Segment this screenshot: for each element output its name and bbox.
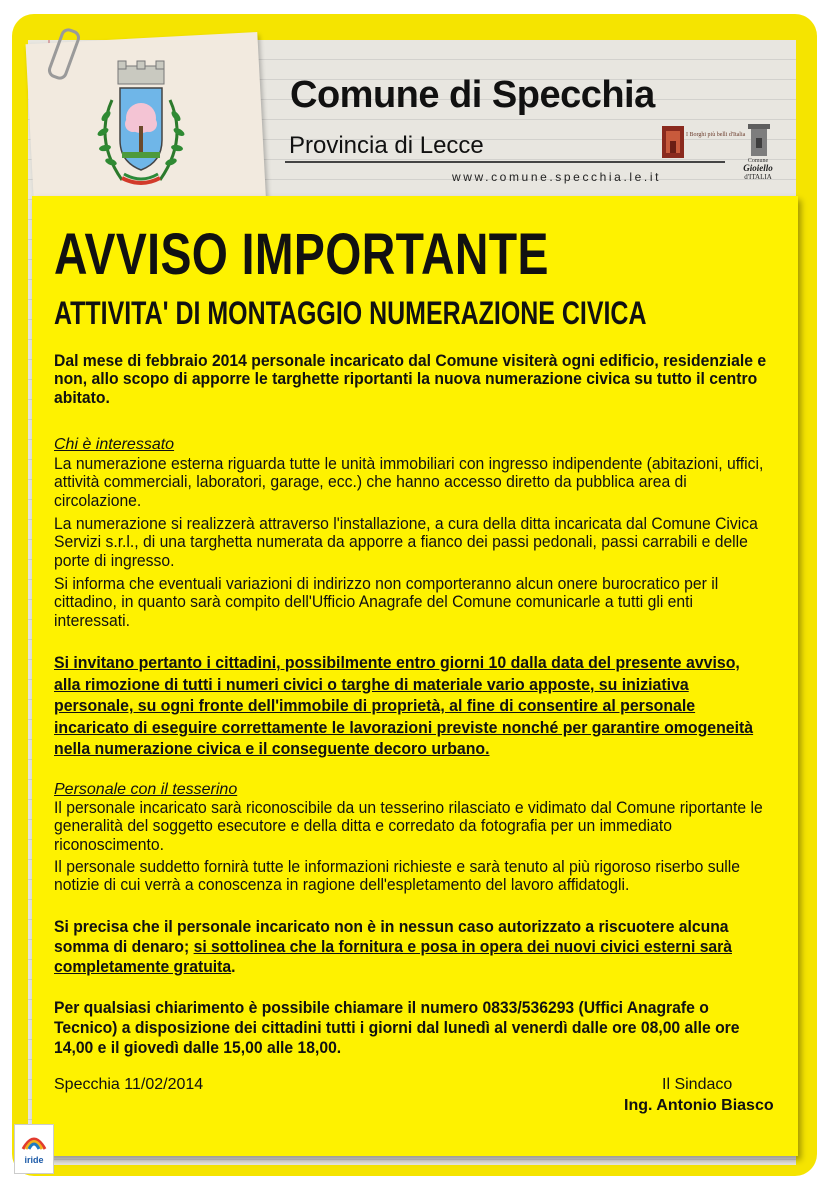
signer-name: Ing. Antonio Biasco bbox=[624, 1097, 774, 1114]
place-date: Specchia 11/02/2014 bbox=[54, 1076, 204, 1093]
notice-intro: Dal mese di febbraio 2014 personale incaricato dal Comune visiterà ogni edificio, residenziale e non, allo scopo di apporre le targhette riportanti la nuova numerazione civica su tutto il centro abitato. bbox=[54, 352, 767, 407]
gioiello-badge-line2: Gioiello bbox=[743, 163, 773, 173]
iride-logo bbox=[14, 1124, 54, 1174]
warning-end: . bbox=[231, 958, 236, 976]
section1-paragraph-1: La numerazione esterna riguarda tutte le unità immobiliari con ingresso indipendente (abitazioni, uffici, attività commerciali, laboratori, garage, ecc.) che hanno accesso diretto da pubblica area di circolazione. bbox=[54, 455, 764, 510]
borghi-badge-text: I Borghi più belli d'Italia bbox=[686, 132, 746, 138]
section1-paragraph-3: Si informa che eventuali variazioni di indirizzo non comporteranno alcun onere burocratico per il cittadino, in quanto sarà compito dell'Ufficio Anagrafe del Comune comunicarle a tutti gli enti interessati. bbox=[54, 575, 719, 630]
borghi-badge-icon bbox=[662, 126, 746, 158]
signer-role: Il Sindaco bbox=[662, 1076, 733, 1093]
section2-paragraph-1: Il personale incaricato sarà riconoscibile da un tesserino rilasciato e vidimato dal Comune riportante le generalità del soggetto esecutore e della ditta e corredato da fotografia per un immediato riconoscimento. bbox=[54, 799, 763, 854]
page-title: Comune di Specchia bbox=[290, 74, 655, 116]
header-divider bbox=[285, 161, 725, 163]
iride-logo-icon bbox=[15, 1125, 53, 1155]
warning-text: Si precisa che il personale incaricato non è in nessun caso autorizzato a riscuotere alcuna somma di denaro; bbox=[54, 918, 729, 956]
section2-paragraph-2: Il personale suddetto fornirà tutte le informazioni richieste e sarà tenuto al più rigoroso riserbo sulle notizie di cui verrà a conoscenza in ragione dell'espletamento del lavoro affidatogli. bbox=[54, 858, 741, 895]
highlighted-request: Si invitano pertanto i cittadini, possibilmente entro giorni 10 dalla data del presente avviso, alla rimozione di tutti i numeri civici o targhe di materiale vario apposte, su iniziativa personale, su ogni fronte dell'immobile di proprietà, al fine di consentire al personale incaricato di eseguire correttamente le lavorazioni previste nonché per garantire omogeneità nella numerazione civica e il conseguente decoro urbano. bbox=[54, 654, 754, 759]
gioiello-badge-icon bbox=[737, 124, 779, 180]
free-service-warning bbox=[54, 917, 767, 977]
notice-headline: AVVISO IMPORTANTE bbox=[54, 222, 549, 287]
coat-of-arms-icon bbox=[92, 60, 190, 194]
contact-info: Per qualsiasi chiarimento è possibile chiamare il numero 0833/536293 (Uffici Anagrafe o Tecnico) a disposizione dei cittadini tutti i giorni dal lunedì al venerdì dalle ore 08,00 alle ore 14,00 e il giovedì dalle 15,00 alle 18,00. bbox=[54, 999, 740, 1057]
gioiello-badge-line3: d'ITALIA bbox=[744, 173, 772, 181]
website-link[interactable]: www.comune.specchia.le.it bbox=[452, 170, 662, 184]
section-heading-badge: Personale con il tesserino bbox=[54, 781, 238, 798]
section1-paragraph-2: La numerazione si realizzerà attraverso l'installazione, a cura della ditta incaricata dal Comune Civica Servizi s.r.l., di una targhetta numerata da apporre a fianco dei passi pedonali, passi carrabili e delle porte di ingresso. bbox=[54, 515, 758, 570]
gioiello-badge-line1: Comune bbox=[747, 158, 769, 164]
notice-subheadline: ATTIVITA' DI MONTAGGIO NUMERAZIONE CIVICA bbox=[54, 295, 647, 331]
warning-emphasis: si sottolinea che la fornitura e posa in opera dei nuovi civici esterni sarà completamente gratuita bbox=[54, 938, 732, 976]
province-name: Provincia di Lecce bbox=[289, 132, 484, 159]
iride-label: iride bbox=[24, 1155, 44, 1165]
section-heading-interested: Chi è interessato bbox=[54, 436, 175, 453]
